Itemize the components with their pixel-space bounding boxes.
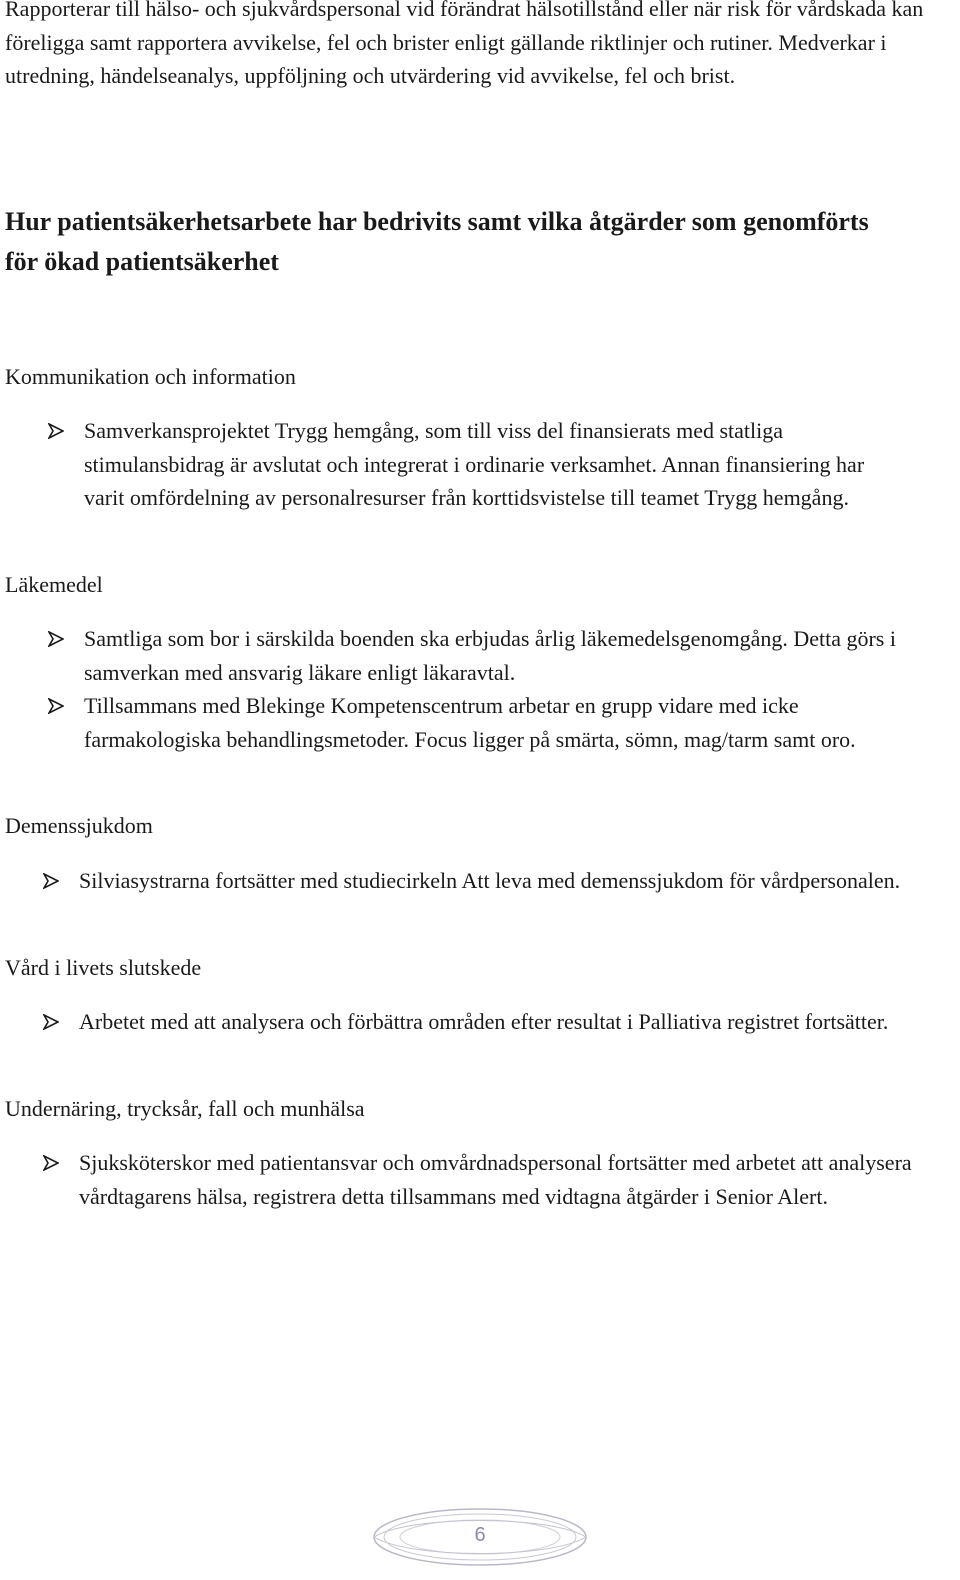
bullet-text: Silviasystrarna fortsätter med studiecirkeln Att leva med demenssjukdom för vårdpersonalen. [79, 868, 901, 893]
arrowhead-bullet-icon [48, 423, 64, 439]
bullet-text: Samtliga som bor i särskilda boenden ska erbjudas årlig läkemedelsgenomgång. Detta görs i samverkan med ansvarig läkare enligt läkaravtal. [84, 626, 896, 685]
bullet-text: Samverkansprojektet Trygg hemgång, som till viss del finansierats med statliga stimulansbidrag är avslutat och integrerat i ordinarie verksamhet. Annan finansiering har varit omfördelning av personalresurser från korttidsvistelse till teamet Trygg hemgång. [84, 418, 865, 510]
arrowhead-bullet-icon [43, 1155, 59, 1171]
bullet-list-lakemedel [48, 622, 898, 756]
bullet-text: Sjuksköterskor med patientansvar och omvårdnadspersonal fortsätter med arbetet att analysera vårdtagarens hälsa, registrera detta tillsammans med vidtagna åtgärder i Senior Alert. [79, 1150, 912, 1209]
page-number: 6 [474, 1524, 486, 1546]
bullet-list-kommunikation [48, 414, 898, 515]
section-title-lakemedel: Läkemedel [5, 572, 103, 597]
bullet-text: Arbetet med att analysera och förbättra områden efter resultat i Palliativa registret fortsätter. [79, 1009, 889, 1034]
list-item [43, 1005, 903, 1039]
bullet-list-undernaring [43, 1146, 933, 1213]
page-footer [370, 1505, 590, 1569]
arrowhead-bullet-icon [43, 1014, 59, 1030]
section-title-vard-i-livets-slutskede: Vård i livets slutskede [5, 955, 202, 980]
list-item [48, 622, 898, 689]
bullet-list-demenssjukdom [43, 864, 903, 898]
bullet-text: Tillsammans med Blekinge Kompetenscentrum arbetar en grupp vidare med icke farmakologiska behandlingsmetoder. Focus ligger på smärta, sömn, mag/tarm samt oro. [84, 693, 856, 752]
list-item [48, 414, 898, 515]
arrowhead-bullet-icon [48, 631, 64, 647]
arrowhead-bullet-icon [43, 873, 59, 889]
intro-paragraph: Rapporterar till hälso- och sjukvårdspersonal vid förändrat hälsotillstånd eller när risk för vårdskada kan föreligga samt rapportera avvikelse, fel och brister enligt gällande riktlinjer och rutiner. Medverkar i utredning, händelseanalys, uppföljning och utvärdering vid avvikelse, fel och brist. [5, 0, 924, 88]
list-item [48, 689, 898, 756]
list-item [43, 1146, 933, 1213]
section-title-demenssjukdom: Demenssjukdom [5, 813, 153, 838]
arrowhead-bullet-icon [48, 698, 64, 714]
section-title-undernaring: Undernäring, trycksår, fall och munhälsa [5, 1096, 365, 1121]
section-title-kommunikation: Kommunikation och information [5, 364, 296, 389]
list-item [43, 864, 903, 898]
bullet-list-vard-i-livets-slutskede [43, 1005, 903, 1039]
section-heading: Hur patientsäkerhetsarbete har bedrivits samt vilka åtgärder som genomförts för ökad patientsäkerhet [5, 207, 869, 276]
